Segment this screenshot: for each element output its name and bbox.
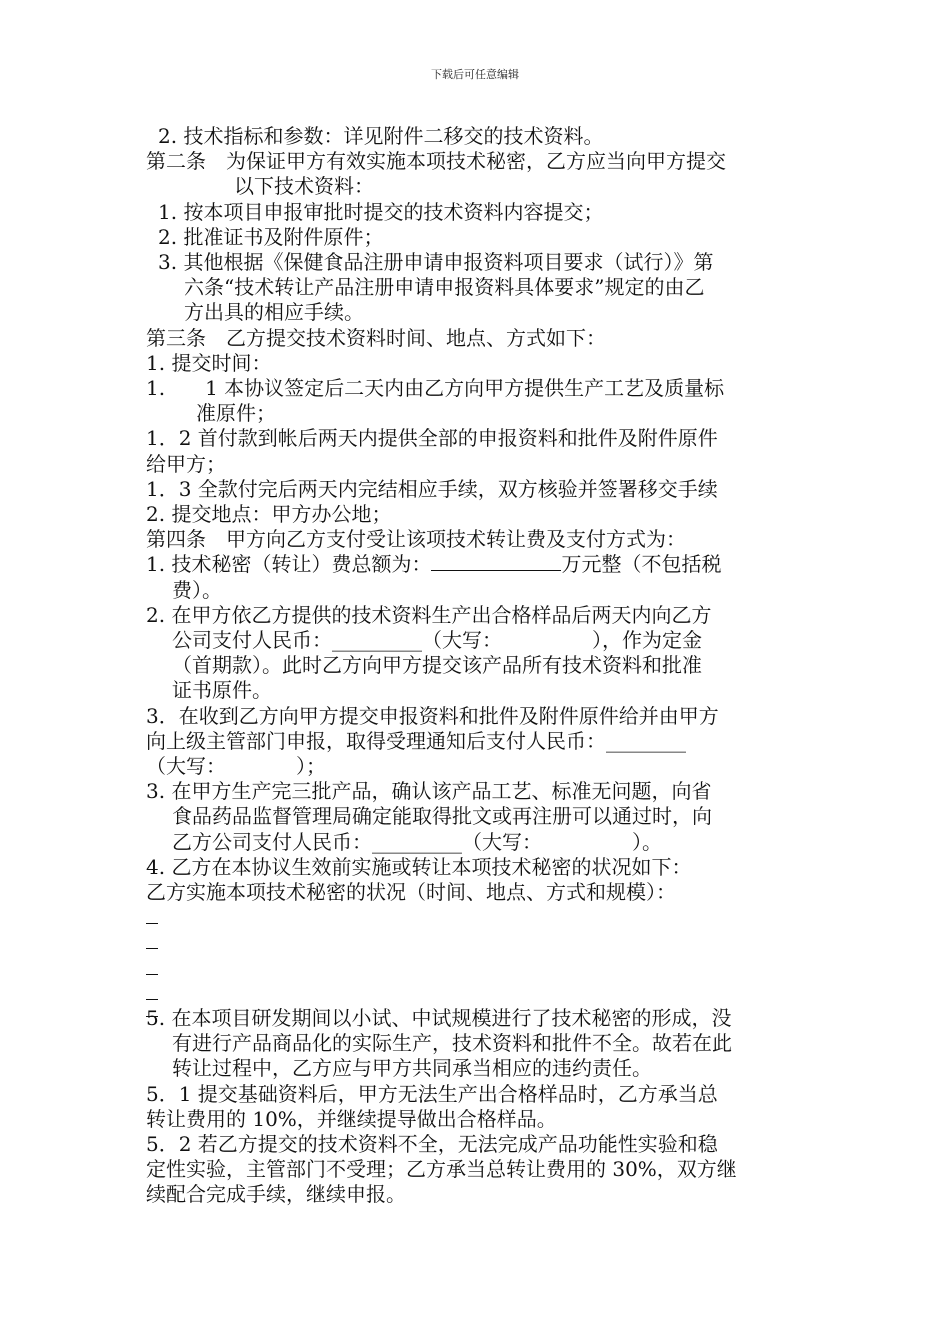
article-3-item1-3: 1．3 全款付完后两天内完结相应手续，双方核验并签署移交手续 — [146, 476, 718, 501]
article-4-item3-line2: 向上级主管部门申报，取得受理通知后支付人民币：________ — [146, 728, 686, 753]
fee-label: 1. 技术秘密（转让）费总额为： — [146, 552, 432, 577]
item5-2-line2: 定性实验，主管部门不受理；乙方承当总转让费用的 30%，双方继 — [146, 1157, 737, 1182]
article-4-item1-line1 — [146, 552, 808, 577]
article-4-item3b-line1: 3. 在甲方生产完三批产品，确认该产品工艺、标准无问题，向省 — [146, 779, 712, 804]
article-4-item2-line3: （首期款）。此时乙方向甲方提交该产品所有技术资料和批准 — [172, 653, 702, 678]
item5-2-line3: 续配合完成手续，继续申报。 — [146, 1182, 406, 1207]
document-body — [146, 124, 808, 1208]
item5-line1: 5. 在本项目研发期间以小试、中试规模进行了技术秘密的形成，没 — [146, 1006, 732, 1031]
article-3-item1: 1. 提交时间： — [146, 350, 272, 375]
item5-1-line2: 转让费用的 10%，并继续提导做出合格样品。 — [146, 1106, 557, 1131]
article-4-item2-line1: 2. 在甲方依乙方提供的技术资料生产出合格样品后两天内向乙方 — [146, 602, 712, 627]
blank-line-5 — [146, 998, 808, 1006]
article-2-line1: 第二条 为保证甲方有效实施本项技术秘密，乙方应当向甲方提交 — [146, 149, 726, 174]
article-4-item2-line2: 公司支付人民币：_________（大写： ），作为定金 — [172, 628, 702, 653]
article-4-item3b-line3: 乙方公司支付人民币：_________（大写： ）。 — [172, 829, 662, 854]
article-2-item3-line3: 方出具的相应手续。 — [184, 300, 364, 325]
page-header: 下载后可任意编辑 — [431, 68, 519, 81]
article-4-item2-line4: 证书原件。 — [172, 678, 272, 703]
item-tech-params: 2. 技术指标和参数：详见附件二移交的技术资料。 — [158, 124, 604, 148]
implementation-status-label: 乙方实施本项技术秘密的状况（时间、地点、方式和规模）： — [146, 880, 676, 905]
item5-line3: 转让过程中，乙方应与甲方共同承当相应的违约责任。 — [172, 1056, 652, 1081]
fee-unit: 万元整（不包括税 — [561, 552, 722, 577]
article-4-item4: 4. 乙方在本协议生效前实施或转让本项技术秘密的状况如下： — [146, 854, 692, 879]
blank-line-1 — [146, 905, 808, 930]
article-4-item3-line3: （大写： ）； — [146, 754, 326, 779]
article-3-item1-2-line2: 给甲方； — [146, 451, 226, 476]
article-4-title: 第四条 甲方向乙方支付受让该项技术转让费及支付方式为： — [146, 527, 686, 552]
article-3-title: 第三条 乙方提交技术资料时间、地点、方式如下： — [146, 325, 606, 350]
article-2-item2: 2. 批准证书及附件原件； — [158, 224, 384, 249]
article-4-item3-line1: 3．在收到乙方向甲方提交申报资料和批件及附件原件给并由甲方 — [146, 703, 719, 728]
fee-amount-blank — [431, 552, 561, 571]
article-3-item1-1-line2: 准原件； — [196, 401, 276, 426]
article-2-line2: 以下技术资料： — [234, 174, 374, 199]
article-2-item3-line2: 六条“技术转让产品注册申请申报资料具体要求”规定的由乙 — [184, 275, 705, 300]
article-4-item1-line2: 费）。 — [172, 577, 222, 602]
article-2-item3-line1: 3. 其他根据《保健食品注册申请申报资料项目要求（试行）》第 — [158, 250, 714, 275]
blank-line-2 — [146, 930, 808, 955]
article-4-item3b-line2: 食品药品监督管理局确定能取得批文或再注册可以通过时，向 — [172, 804, 712, 829]
blank-line-3 — [146, 956, 808, 981]
article-2-item1: 1. 按本项目申报审批时提交的技术资料内容提交； — [158, 199, 604, 224]
article-3-item2: 2. 提交地点：甲方办公地； — [146, 502, 392, 527]
article-3-item1-1-line1: 1. 1 本协议签定后二天内由乙方向甲方提供生产工艺及质量标 — [146, 376, 725, 401]
item5-line2: 有进行产品商品化的实际生产，技术资料和批件不全。故若在此 — [172, 1031, 732, 1056]
article-3-item1-2-line1: 1．2 首付款到帐后两天内提供全部的申报资料和批件及附件原件 — [146, 426, 718, 451]
item5-1-line1: 5．1 提交基础资料后，甲方无法生产出合格样品时，乙方承当总 — [146, 1081, 718, 1106]
item5-2-line1: 5．2 若乙方提交的技术资料不全，无法完成产品功能性实验和稳 — [146, 1132, 718, 1157]
